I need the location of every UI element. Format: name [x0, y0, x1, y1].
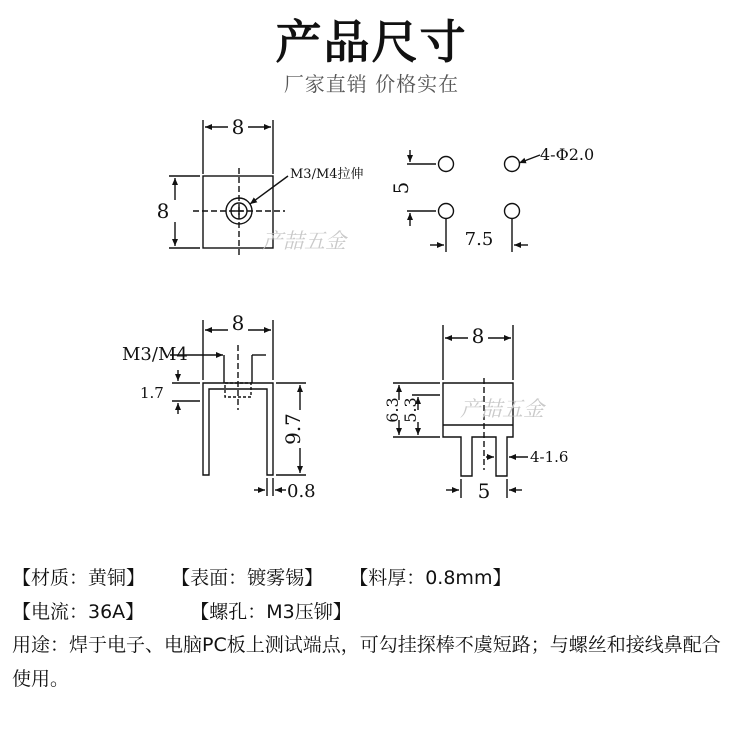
side-view: [170, 320, 306, 496]
top-width-label: 8: [231, 115, 245, 139]
top-height-label: 8: [156, 199, 170, 223]
side-height-label: 9.7: [281, 413, 305, 445]
spec-row-1: [12, 563, 511, 590]
side-width-label: 8: [231, 311, 245, 335]
watermark: 产喆五金: [460, 397, 544, 421]
pin-note: 4-1.6: [530, 448, 569, 466]
pin-pitch-label: 5: [477, 479, 491, 503]
usage-text: 用途：焊于电子、电脑PC板上测试端点，可勾挂探棒不虞短路；与螺丝和接线鼻配合使用。: [12, 634, 721, 690]
page-title: 产品尺寸: [275, 15, 468, 69]
page-subtitle: 厂家直销 价格实在: [283, 72, 460, 96]
side-top-thk-label: 1.7: [140, 384, 164, 402]
side-thread-label: M3/M4: [122, 344, 188, 365]
hole-pitch-v-label: 5: [389, 181, 413, 195]
front-width-label: 8: [471, 324, 485, 348]
side-sheet-label: 0.8: [287, 481, 316, 502]
spec-row-2: [12, 597, 352, 624]
hole-pitch-h-label: 7.5: [464, 229, 494, 250]
spec-thickness: 【料厚：0.8mm】: [349, 567, 512, 589]
spec-material: 【材质：黄铜】: [12, 567, 146, 589]
front-h2-label: 5.3: [401, 397, 420, 423]
screw-note: M3/M4拉伸: [290, 167, 364, 182]
spec-screw-hole: 【螺孔：M3压铆】: [190, 601, 352, 623]
spec-surface: 【表面：镀雾锡】: [171, 567, 324, 589]
front-h1-label: 6.3: [383, 397, 402, 423]
hole-note: 4-Φ2.0: [540, 145, 595, 164]
watermark: 产喆五金: [262, 229, 346, 253]
spec-current: 【电流：36A】: [12, 601, 145, 623]
